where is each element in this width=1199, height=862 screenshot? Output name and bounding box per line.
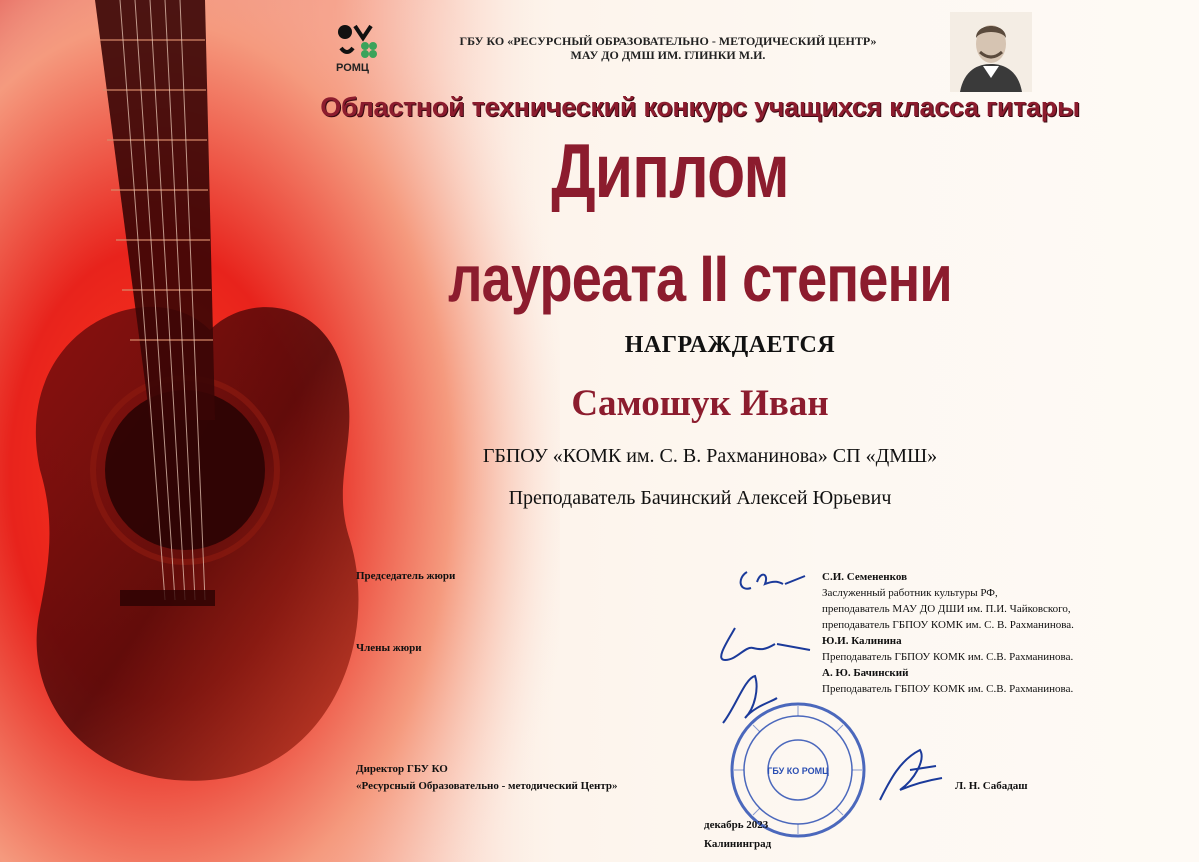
footer-date: декабрь 2023 (704, 819, 769, 831)
contest-title: Областной технический конкурс учащихся класса гитары (320, 92, 1080, 122)
recipient-institution: ГБПОУ «КОМК им. С. В. Рахманинова» СП «ДМШ» (482, 445, 938, 467)
jury-members-label: Члены жюри (356, 642, 422, 654)
chair-signature (735, 560, 815, 600)
stamp-center-text: ГБУ КО РОМЦ (767, 766, 829, 776)
org-line-2: МАУ ДО ДМШ ИМ. ГЛИНКИ М.И. (570, 48, 766, 62)
director-name: Л. Н. Сабадаш (955, 780, 1028, 792)
jury-chair-block (822, 569, 1074, 697)
director-label-1: Директор ГБУ КО (356, 763, 448, 775)
awarded-label: НАГРАЖДАЕТСЯ (624, 332, 836, 358)
director-label-2: «Ресурсный Образовательно - методический Центр» (356, 780, 618, 792)
jury-member-2-desc: Преподаватель ГБПОУ КОМК им. С.В. Рахманинова. (822, 683, 1074, 695)
jury-chair-desc-3: преподаватель ГБПОУ КОМК им. С. В. Рахманинова. (822, 619, 1074, 631)
guitar-artwork (0, 0, 560, 862)
recipient-teacher: Преподаватель Бачинский Алексей Юрьевич (508, 487, 892, 509)
jury-chair-label: Председатель жюри (356, 570, 456, 582)
member-1-signature (705, 620, 815, 670)
director-signature (870, 740, 950, 810)
glinka-portrait (950, 12, 1032, 92)
organizer-header (418, 34, 918, 62)
org-line-1: ГБУ КО «РЕСУРСНЫЙ ОБРАЗОВАТЕЛЬНО - МЕТОДИЧЕСКИЙ ЦЕНТР» (459, 34, 877, 48)
footer-city: Калининград (704, 838, 772, 850)
laureate-heading: лауреата II степени (448, 241, 952, 315)
diploma-heading: Диплом (551, 129, 789, 214)
jury-member-1-desc: Преподаватель ГБПОУ КОМК им. С.В. Рахманинова. (822, 651, 1074, 663)
jury-chair-desc-2: преподаватель МАУ ДО ДШИ им. П.И. Чайковского, (822, 603, 1071, 615)
logo-text: РОМЦ (336, 62, 369, 74)
jury-member-2-name: А. Ю. Бачинский (822, 667, 909, 679)
jury-member-1-name: Ю.И. Калинина (822, 635, 902, 647)
recipient-name: Самошук Иван (571, 383, 829, 424)
jury-chair-name: С.И. Семененков (822, 571, 908, 583)
jury-chair-desc-1: Заслуженный работник культуры РФ, (822, 587, 998, 599)
